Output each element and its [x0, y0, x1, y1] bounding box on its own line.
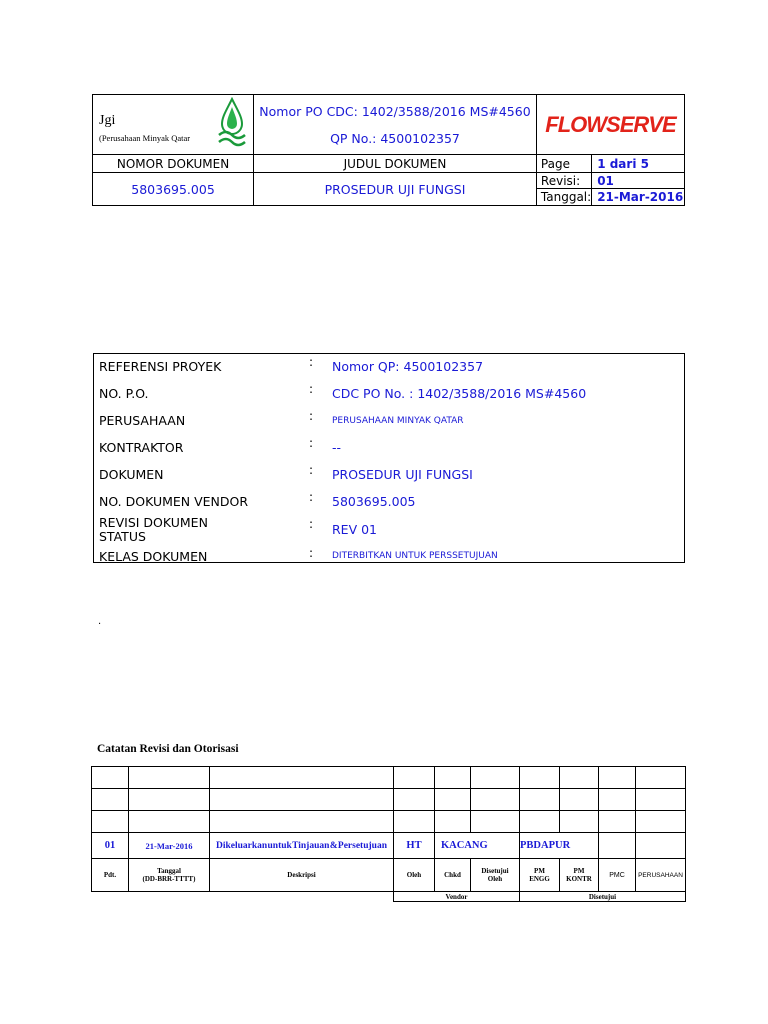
- revision-empty-row: [92, 767, 686, 789]
- revision-entry-row: [92, 833, 686, 859]
- revision-checked: KACANG: [435, 833, 520, 859]
- project-label: PERUSAHAAN: [99, 413, 186, 428]
- project-label: REFERENSI PROYEK: [99, 359, 222, 374]
- revision-number: 01: [92, 833, 129, 859]
- revision-label: Revisi:: [536, 173, 591, 189]
- stray-dot: .: [98, 616, 102, 627]
- project-row: KONTRAKTOR : --: [93, 434, 684, 461]
- revision-header-row: Pdt. Tanggal (DD-BRR-TTTT) Deskripsi Oleh Chkd Disetujui Oleh PM ENGG PM KONTR PMC PERUSAHAAN: [92, 859, 686, 892]
- project-row: REFERENSI PROYEK : Nomor QP: 4500102357: [93, 353, 684, 380]
- po-info-cell: [254, 95, 537, 155]
- project-value: CDC PO No. : 1402/3588/2016 MS#4560: [332, 386, 587, 401]
- project-label: NO. P.O.: [99, 386, 149, 401]
- revision-value: 01: [592, 173, 685, 189]
- po-number: Nomor PO CDC: 1402/3588/2016 MS#4560: [259, 103, 531, 119]
- doc-title: PROSEDUR UJI FUNGSI: [254, 173, 537, 206]
- revision-date: 21-Mar-2016: [129, 833, 210, 859]
- project-value: 5803695.005: [332, 494, 416, 509]
- project-value: --: [332, 440, 342, 455]
- page-value: 1 dari 5: [592, 155, 685, 173]
- approved-footer: Disetujui: [520, 892, 686, 902]
- oil-drop-logo-icon: [217, 97, 247, 149]
- project-info-table: [93, 353, 684, 568]
- date-label: Tanggal:: [536, 189, 591, 206]
- project-value: Nomor QP: 4500102357: [332, 359, 484, 374]
- project-row: NO. P.O. : CDC PO No. : 1402/3588/2016 MS#4560: [93, 380, 684, 407]
- project-row: PERUSAHAAN : PERUSAHAAN MINYAK QATAR: [93, 407, 684, 434]
- brand-cell: [536, 95, 684, 155]
- project-label: NO. DOKUMEN VENDOR: [99, 494, 249, 509]
- doc-title-header: JUDUL DOKUMEN: [254, 155, 537, 173]
- flowserve-logo: FLOWSERVE: [545, 111, 676, 137]
- project-value: PERUSAHAAN MINYAK QATAR: [332, 415, 464, 426]
- doc-number-header: NOMOR DOKUMEN: [93, 155, 254, 173]
- doc-number: 5803695.005: [93, 173, 254, 206]
- revision-footer-row: [92, 892, 686, 902]
- document-header: [92, 94, 685, 206]
- revision-empty-row: [92, 789, 686, 811]
- logo-subtext: (Perusahaan Minyak Qatar: [99, 133, 191, 143]
- project-row: NO. DOKUMEN VENDOR : 5803695.005: [93, 488, 684, 515]
- date-value: 21-Mar-2016: [592, 189, 685, 206]
- revision-title: Catatan Revisi dan Otorisasi: [97, 743, 239, 755]
- logo-text: Jgi: [99, 113, 116, 128]
- revision-table: [91, 766, 686, 902]
- project-row: REVISI DOKUMEN STATUS : REV 01: [93, 515, 684, 544]
- revision-description: Dikeluarkan untuk Tinjauan & Persetujuan: [210, 833, 394, 859]
- revision-empty-row: [92, 811, 686, 833]
- project-label: DOKUMEN: [99, 467, 164, 482]
- project-label: REVISI DOKUMEN STATUS: [99, 514, 208, 544]
- project-label: KELAS DOKUMEN: [99, 548, 208, 564]
- project-value: PROSEDUR UJI FUNGSI: [332, 467, 473, 482]
- project-label: KONTRAKTOR: [99, 440, 184, 455]
- project-row: KELAS DOKUMEN : DITERBITKAN UNTUK PERSSETUJUAN: [93, 544, 684, 568]
- project-value: REV 01: [332, 522, 378, 537]
- page-label: Page: [536, 155, 591, 173]
- revision-by: HT: [394, 833, 435, 859]
- revision-approved: PBDAPUR: [520, 833, 599, 859]
- company-logo-cell: [93, 95, 254, 155]
- qp-number: QP No.: 4500102357: [330, 130, 460, 146]
- project-row: DOKUMEN : PROSEDUR UJI FUNGSI: [93, 461, 684, 488]
- project-value: DITERBITKAN UNTUK PERSSETUJUAN: [332, 551, 498, 561]
- vendor-footer: Vendor: [394, 892, 520, 902]
